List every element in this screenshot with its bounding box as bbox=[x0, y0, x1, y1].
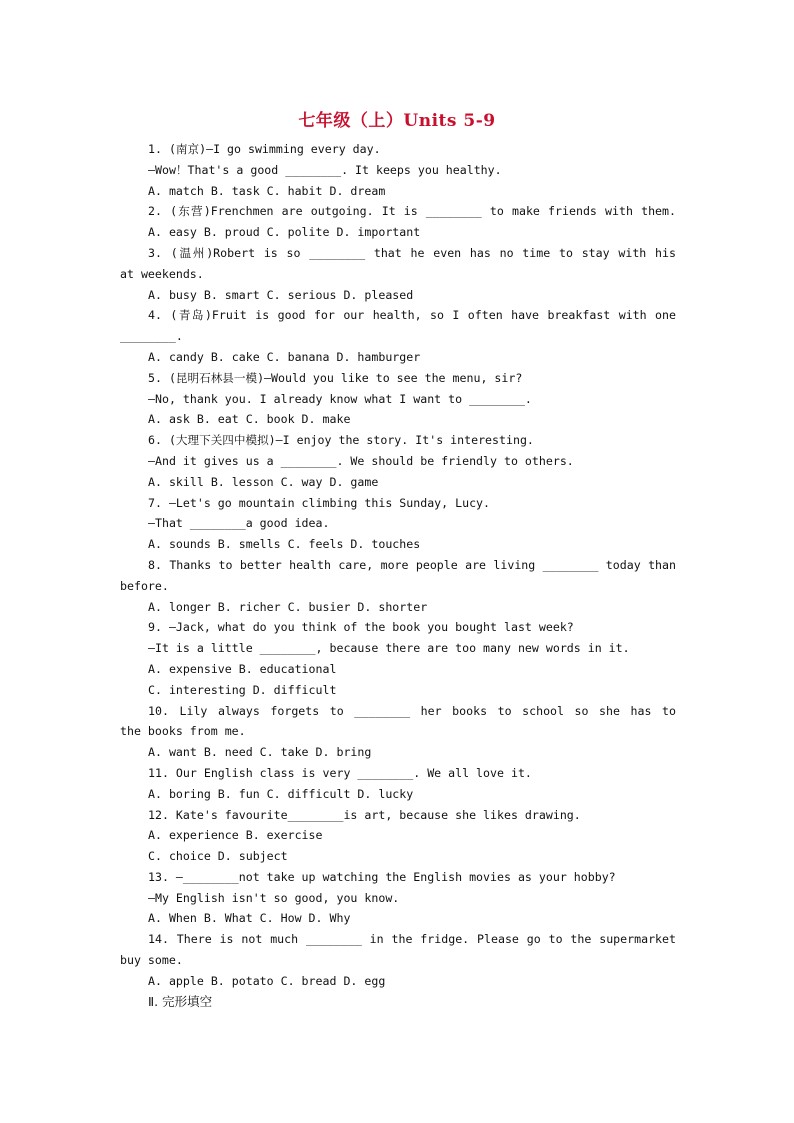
answer-options: A. sounds B. smells C. feels D. touches bbox=[148, 537, 421, 552]
answer-options: A. apple B. potato C. bread D. egg bbox=[148, 973, 386, 988]
answer-options: C. interesting D. difficult bbox=[148, 682, 337, 697]
dialogue-line: —That ________a good idea. bbox=[148, 516, 330, 531]
question-text: 2. (东营)Frenchmen are outgoing. It is ________ to make friends with them. bbox=[148, 204, 676, 219]
answer-options: A. easy B. proud C. polite D. important bbox=[148, 225, 421, 240]
question-text-continued: ________. bbox=[120, 329, 183, 344]
question-text: 3. (温州)Robert is so ________ that he even has no time to stay with his bbox=[148, 245, 676, 260]
answer-options: A. want B. need C. take D. bring bbox=[148, 745, 372, 760]
question-text: 1. (南京)—I go swimming every day. bbox=[148, 142, 381, 156]
dialogue-line: —No, thank you. I already know what I want to ________. bbox=[148, 391, 532, 406]
page-title: 七年级（上）Units 5-9 bbox=[298, 111, 496, 131]
question-text: 5. (昆明石林县一模)—Would you like to see the menu, sir? bbox=[148, 370, 523, 385]
answer-options: A. experience B. exercise bbox=[148, 828, 323, 843]
answer-options: A. busy B. smart C. serious D. pleased bbox=[148, 287, 414, 302]
question-text: 12. Kate's favourite________is art, because she likes drawing. bbox=[148, 807, 581, 822]
question-text-continued: before. bbox=[120, 578, 169, 593]
question-text: 11. Our English class is very ________. We all love it. bbox=[148, 765, 532, 780]
answer-options: A. expensive B. educational bbox=[148, 661, 337, 676]
question-text: 9. —Jack, what do you think of the book you bought last week? bbox=[148, 620, 574, 635]
question-text: 10. Lily always forgets to ________ her books to school so she has to bbox=[148, 703, 676, 718]
question-text: 4. (青岛)Fruit is good for our health, so I often have breakfast with one bbox=[148, 308, 676, 323]
question-text: 8. Thanks to better health care, more people are living ________ today than bbox=[148, 557, 676, 572]
dialogue-line: —It is a little ________, because there are too many new words in it. bbox=[148, 641, 630, 656]
question-text: 14. There is not much ________ in the fridge. Please go to the supermarket bbox=[148, 932, 676, 947]
answer-options: A. longer B. richer C. busier D. shorter bbox=[148, 599, 428, 614]
question-text: 6. (大理下关四中模拟)—I enjoy the story. It's interesting. bbox=[148, 433, 534, 448]
answer-options: A. ask B. eat C. book D. make bbox=[148, 412, 351, 427]
question-text: 7. —Let's go mountain climbing this Sunday, Lucy. bbox=[148, 495, 491, 510]
question-text-continued: buy some. bbox=[120, 953, 183, 968]
dialogue-line: —Wow！That's a good ________. It keeps you healthy. bbox=[148, 162, 502, 177]
question-text-continued: at weekends. bbox=[120, 266, 204, 281]
answer-options: A. candy B. cake C. banana D. hamburger bbox=[148, 349, 421, 364]
section-heading: Ⅱ. 完形填空 bbox=[148, 993, 213, 1009]
answer-options: C. choice D. subject bbox=[148, 849, 288, 864]
answer-options: A. When B. What C. How D. Why bbox=[148, 911, 351, 926]
dialogue-line: —My English isn't so good, you know. bbox=[148, 890, 400, 905]
answer-options: A. skill B. lesson C. way D. game bbox=[148, 474, 379, 489]
dialogue-line: —And it gives us a ________. We should be friendly to others. bbox=[148, 453, 574, 468]
answer-options: A. match B. task C. habit D. dream bbox=[148, 183, 386, 198]
answer-options: A. boring B. fun C. difficult D. lucky bbox=[148, 786, 414, 801]
question-text: 13. —________not take up watching the English movies as your hobby? bbox=[148, 869, 616, 884]
question-list bbox=[120, 139, 676, 1012]
question-text-continued: the books from me. bbox=[120, 724, 246, 739]
